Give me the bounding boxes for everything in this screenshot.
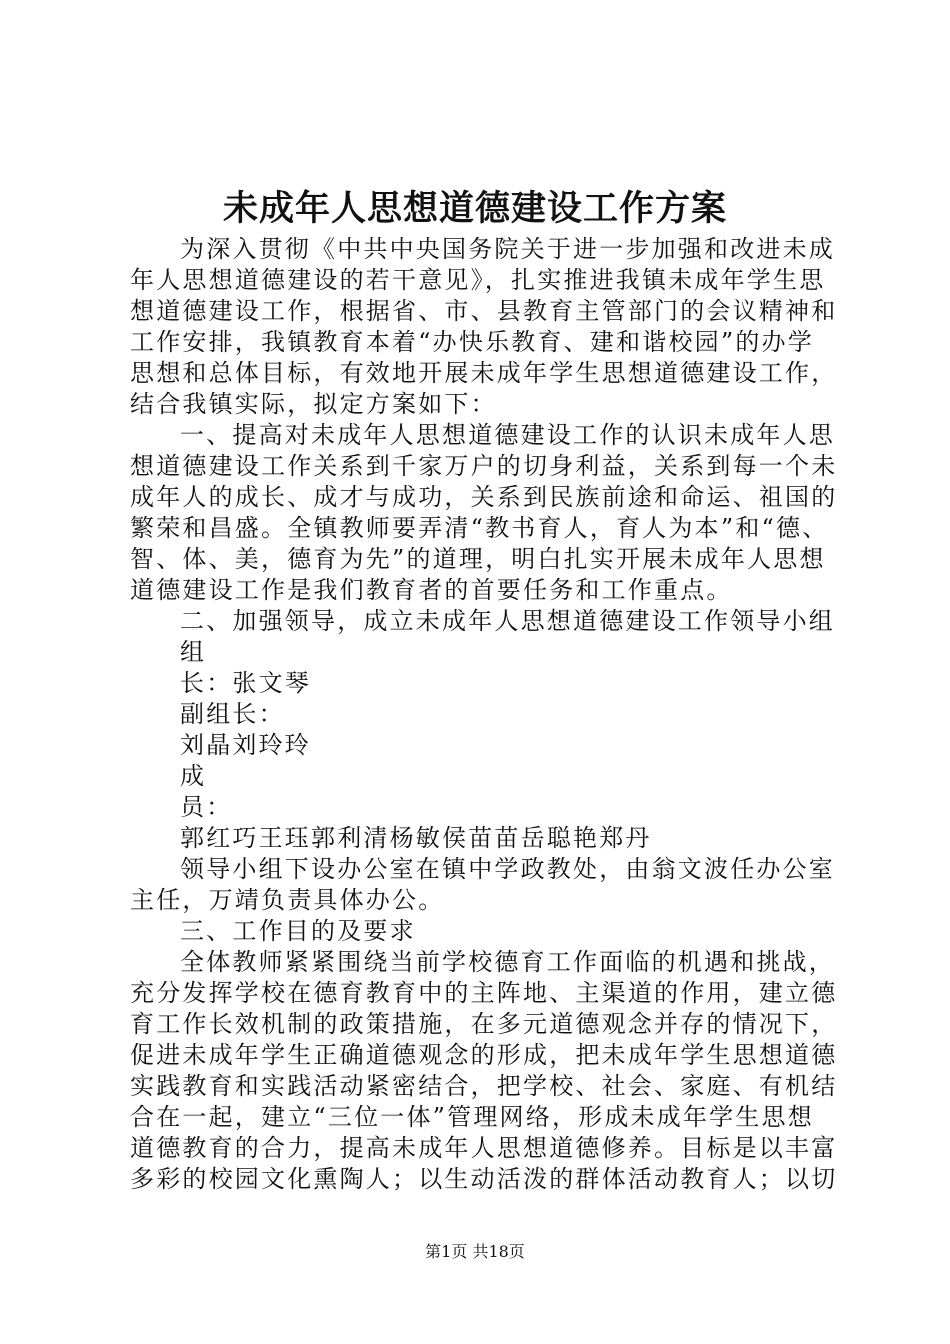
body-line: 刘晶刘玲玲	[180, 731, 311, 759]
body-line: 多彩的校园文化熏陶人；以生动活泼的群体活动教育人；以切	[130, 1165, 838, 1193]
body-line: 领导小组下设办公室在镇中学政教处，由翁文波任办公室	[180, 855, 835, 883]
body-line: 道德建设工作是我们教育者的首要任务和工作重点。	[130, 576, 733, 604]
body-line: 结合我镇实际，拟定方案如下：	[130, 390, 497, 418]
body-line: 思想和总体目标，有效地开展未成年学生思想道德建设工作，	[130, 359, 838, 387]
body-line: 一、提高对未成年人思想道德建设工作的认识未成年人思	[180, 421, 835, 449]
body-line: 三、工作目的及要求	[180, 917, 416, 945]
body-line: 年人思想道德建设的若干意见》，扎实推进我镇未成年学生思	[130, 266, 826, 294]
body-line: 成	[180, 762, 207, 790]
page-footer: 第1页 共18页	[425, 1242, 525, 1261]
body-line: 主任，万靖负责具体办公。	[130, 886, 445, 914]
body-line: 组	[180, 638, 207, 666]
document-body	[130, 234, 838, 1195]
body-line: 二、加强领导，成立未成年人思想道德建设工作领导小组	[180, 607, 835, 635]
body-line: 工作安排，我镇教育本着“办快乐教育、建和谐校园”的办学	[130, 328, 814, 356]
body-line: 充分发挥学校在德育教育中的主阵地、主渠道的作用，建立德	[130, 979, 838, 1007]
body-line: 繁荣和昌盛。全镇教师要弄清“教书育人，育人为本”和“德、	[130, 514, 829, 542]
body-line: 实践教育和实践活动紧密结合，把学校、社会、家庭、有机结	[130, 1072, 838, 1100]
body-line: 为深入贯彻《中共中央国务院关于进一步加强和改进未成	[180, 235, 835, 263]
body-line: 郭红巧王珏郭利清杨敏侯苗苗岳聪艳郑丹	[180, 824, 652, 852]
body-line: 育工作长效机制的政策措施，在多元道德观念并存的情况下，	[130, 1010, 838, 1038]
body-line: 智、体、美，德育为先”的道理，明白扎实开展未成年人思想	[130, 545, 826, 573]
body-line: 想道德建设工作关系到千家万户的切身利益，关系到每一个未	[130, 452, 838, 480]
body-line: 副组长：	[180, 700, 285, 728]
body-line: 道德教育的合力，提高未成年人思想道德修养。目标是以丰富	[130, 1134, 838, 1162]
body-line: 促进未成年学生正确道德观念的形成，把未成年学生思想道德	[130, 1041, 838, 1069]
body-line: 成年人的成长、成才与成功，关系到民族前途和命运、祖国的	[130, 483, 838, 511]
document-title: 未成年人思想道德建设工作方案	[222, 188, 727, 229]
body-line: 员：	[180, 793, 233, 821]
body-line: 全体教师紧紧围绕当前学校德育工作面临的机遇和挑战，	[180, 948, 835, 976]
body-line: 合在一起，建立“三位一体”管理网络，形成未成年学生思想	[130, 1103, 814, 1131]
body-line: 想道德建设工作，根据省、市、县教育主管部门的会议精神和	[130, 297, 838, 325]
body-line: 长：张文琴	[180, 669, 311, 697]
